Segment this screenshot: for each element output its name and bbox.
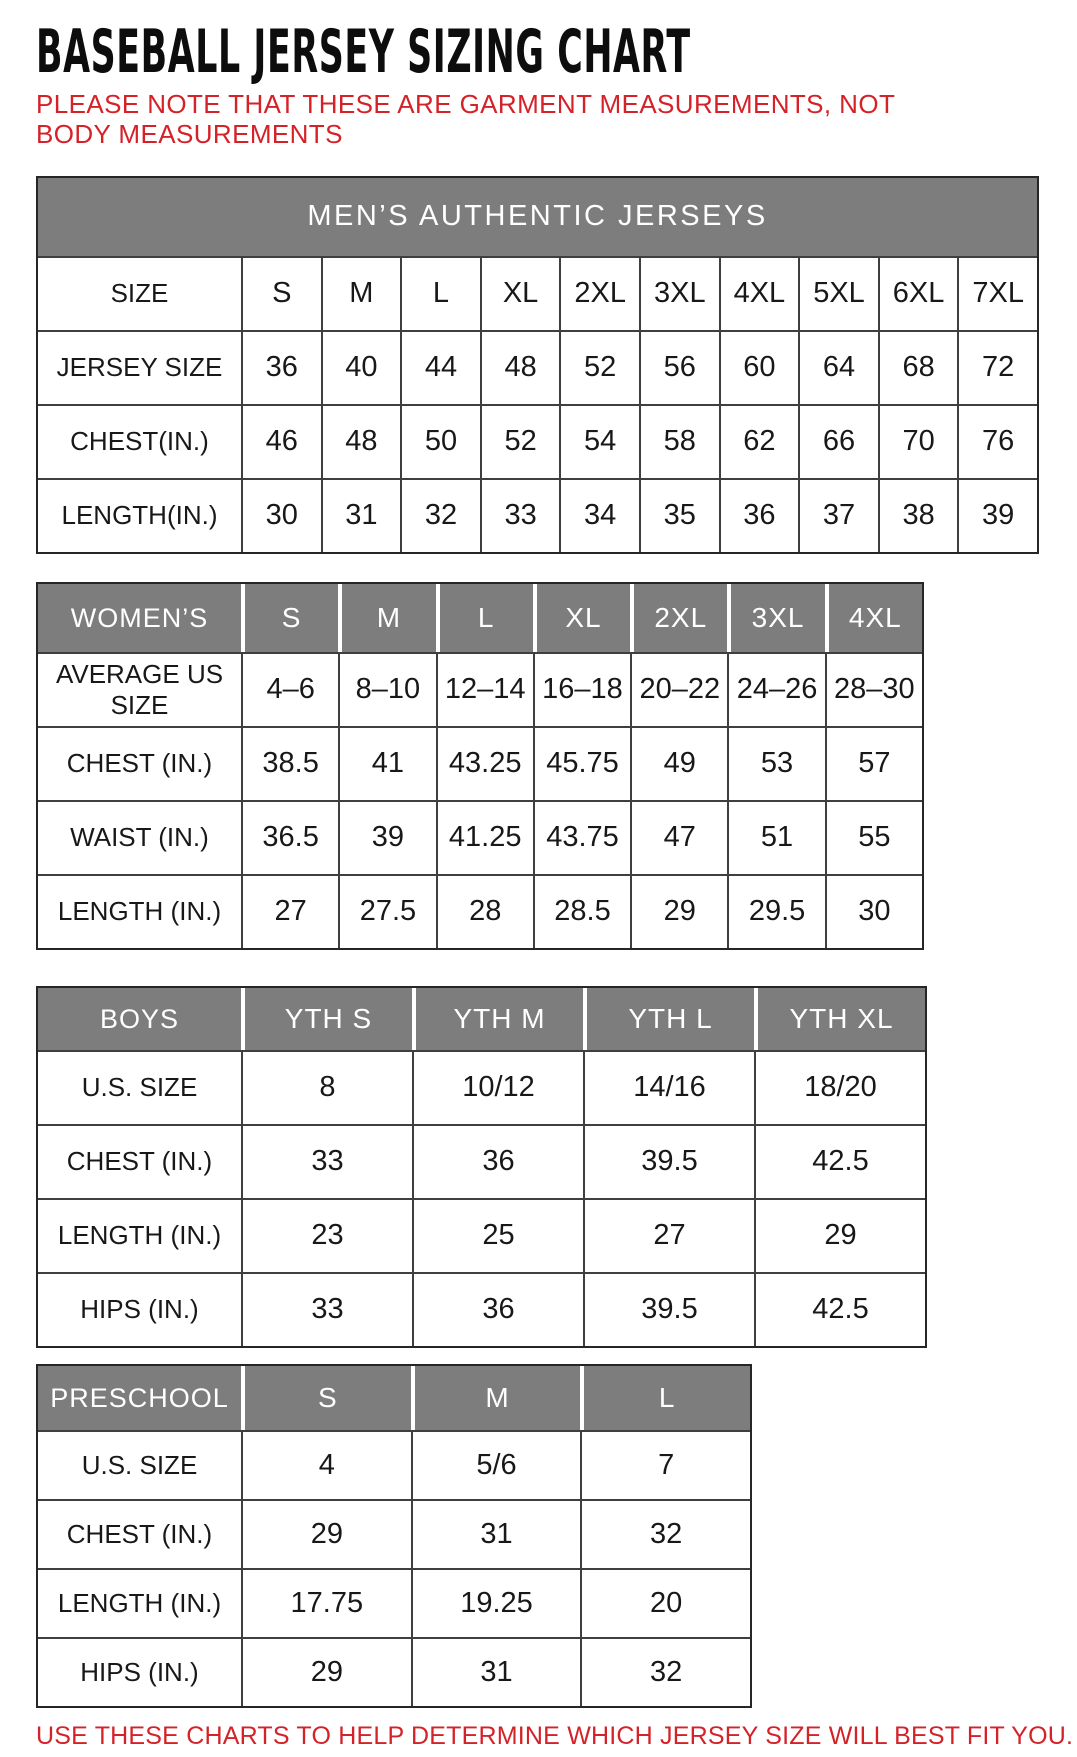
column-header-cell: YTH XL — [754, 988, 925, 1050]
row-label-cell: LENGTH(IN.) — [61, 500, 218, 531]
value-cell: 36 — [412, 1274, 583, 1346]
column-header-cell: S — [241, 584, 338, 652]
value-cell: L — [400, 258, 480, 330]
table-banner: MEN’S AUTHENTIC JERSEYS — [38, 178, 1037, 256]
value-cell: 49 — [630, 728, 727, 800]
column-header-cell: L — [580, 1366, 750, 1430]
row-label-cell: CHEST (IN.) — [66, 1518, 213, 1549]
value-cell: 20 — [580, 1570, 750, 1637]
value-cell: 41 — [338, 728, 435, 800]
table-row — [38, 404, 1037, 478]
value-cell: 29 — [630, 876, 727, 948]
value-cell: 48 — [321, 406, 401, 478]
value-cell: 29 — [754, 1200, 925, 1272]
table-row — [38, 874, 922, 948]
column-header-cell: S — [241, 1366, 411, 1430]
column-header-cell: L — [436, 584, 533, 652]
value-cell: 45.75 — [533, 728, 630, 800]
value-cell: 41.25 — [436, 802, 533, 874]
value-cell: 33 — [241, 1126, 412, 1198]
value-cell: 34 — [559, 480, 639, 552]
value-cell: 32 — [400, 480, 480, 552]
value-cell: 53 — [727, 728, 824, 800]
value-cell: 62 — [719, 406, 799, 478]
value-cell: 27 — [583, 1200, 754, 1272]
table-row — [38, 1050, 925, 1124]
value-cell: 29.5 — [727, 876, 824, 948]
column-header-row — [38, 988, 925, 1050]
mens-sizing-table — [36, 176, 1039, 554]
value-cell: 7 — [580, 1432, 750, 1499]
column-header-cell: XL — [533, 584, 630, 652]
row-label-cell: CHEST (IN.) — [66, 748, 213, 779]
value-cell: 3XL — [639, 258, 719, 330]
value-cell: 36 — [241, 332, 321, 404]
column-header-row — [38, 1366, 750, 1430]
value-cell: 31 — [411, 1639, 581, 1706]
value-cell: 36.5 — [241, 802, 338, 874]
value-cell: 16–18 — [533, 654, 630, 726]
value-cell: 28.5 — [533, 876, 630, 948]
value-cell: 39.5 — [583, 1126, 754, 1198]
value-cell: 32 — [580, 1639, 750, 1706]
value-cell: 4 — [241, 1432, 411, 1499]
value-cell: 24–26 — [727, 654, 824, 726]
column-header-row — [38, 584, 922, 652]
value-cell: XL — [480, 258, 560, 330]
page-title-text: BASEBALL JERSEY SIZING CHART — [36, 17, 691, 87]
value-cell: 70 — [878, 406, 958, 478]
value-cell: 39.5 — [583, 1274, 754, 1346]
fit-advice-note: USE THESE CHARTS TO HELP DETERMINE WHICH JERSEY SIZE WILL BEST FIT YOU. — [36, 1721, 1074, 1750]
table-row — [38, 1430, 750, 1499]
value-cell: 35 — [639, 480, 719, 552]
value-cell: 64 — [798, 332, 878, 404]
table-row — [38, 256, 1037, 330]
value-cell: 14/16 — [583, 1052, 754, 1124]
value-cell: 36 — [719, 480, 799, 552]
value-cell: 31 — [321, 480, 401, 552]
value-cell: 8 — [241, 1052, 412, 1124]
row-label-cell: CHEST(IN.) — [70, 426, 209, 457]
value-cell: 46 — [241, 406, 321, 478]
value-cell: 76 — [957, 406, 1037, 478]
value-cell: 36 — [412, 1126, 583, 1198]
value-cell: 27.5 — [338, 876, 435, 948]
value-cell: 17.75 — [241, 1570, 411, 1637]
table-row — [38, 478, 1037, 552]
value-cell: M — [321, 258, 401, 330]
value-cell: 56 — [639, 332, 719, 404]
value-cell: 29 — [241, 1639, 411, 1706]
table-title-cell: BOYS — [38, 988, 241, 1050]
value-cell: 4–6 — [241, 654, 338, 726]
value-cell: 29 — [241, 1501, 411, 1568]
column-header-cell: 4XL — [825, 584, 922, 652]
value-cell: 18/20 — [754, 1052, 925, 1124]
row-label-cell: AVERAGE US SIZE — [55, 658, 224, 720]
garment-measurement-note: PLEASE NOTE THAT THESE ARE GARMENT MEASUREMENTS, NOT BODY MEASUREMENTS — [36, 89, 895, 149]
value-cell: 50 — [400, 406, 480, 478]
table-row — [38, 1124, 925, 1198]
table-row — [38, 726, 922, 800]
value-cell: 6XL — [878, 258, 958, 330]
column-header-cell: 2XL — [630, 584, 727, 652]
value-cell: 66 — [798, 406, 878, 478]
row-label-cell: HIPS (IN.) — [80, 1294, 199, 1325]
value-cell: 5/6 — [411, 1432, 581, 1499]
column-header-cell: YTH M — [412, 988, 583, 1050]
table-title-cell: PRESCHOOL — [38, 1366, 241, 1430]
value-cell: 39 — [338, 802, 435, 874]
value-cell: 57 — [825, 728, 922, 800]
value-cell: 43.75 — [533, 802, 630, 874]
value-cell: 8–10 — [338, 654, 435, 726]
value-cell: 51 — [727, 802, 824, 874]
value-cell: 25 — [412, 1200, 583, 1272]
row-label-cell: LENGTH (IN.) — [57, 1220, 222, 1251]
value-cell: 60 — [719, 332, 799, 404]
value-cell: S — [241, 258, 321, 330]
womens-sizing-table — [36, 582, 924, 950]
table-row — [38, 1499, 750, 1568]
value-cell: 19.25 — [411, 1570, 581, 1637]
row-label-cell: LENGTH (IN.) — [57, 1587, 222, 1618]
value-cell: 42.5 — [754, 1126, 925, 1198]
table-row — [38, 800, 922, 874]
value-cell: 38.5 — [241, 728, 338, 800]
value-cell: 30 — [241, 480, 321, 552]
row-label-cell: SIZE — [110, 278, 169, 309]
value-cell: 39 — [957, 480, 1037, 552]
value-cell: 30 — [825, 876, 922, 948]
table-title-cell: WOMEN’S — [38, 584, 241, 652]
value-cell: 43.25 — [436, 728, 533, 800]
value-cell: 37 — [798, 480, 878, 552]
table-row — [38, 330, 1037, 404]
page-title — [36, 17, 1041, 87]
column-header-cell: M — [338, 584, 435, 652]
table-row — [38, 1272, 925, 1346]
value-cell: 2XL — [559, 258, 639, 330]
value-cell: 58 — [639, 406, 719, 478]
value-cell: 52 — [480, 406, 560, 478]
value-cell: 32 — [580, 1501, 750, 1568]
value-cell: 7XL — [957, 258, 1037, 330]
value-cell: 38 — [878, 480, 958, 552]
value-cell: 40 — [321, 332, 401, 404]
value-cell: 28 — [436, 876, 533, 948]
row-label-cell: JERSEY SIZE — [56, 352, 223, 383]
table-row — [38, 652, 922, 726]
table-row — [38, 1198, 925, 1272]
value-cell: 68 — [878, 332, 958, 404]
value-cell: 10/12 — [412, 1052, 583, 1124]
value-cell: 23 — [241, 1200, 412, 1272]
row-label-cell: WAIST (IN.) — [70, 822, 209, 853]
value-cell: 28–30 — [825, 654, 922, 726]
value-cell: 42.5 — [754, 1274, 925, 1346]
value-cell: 20–22 — [630, 654, 727, 726]
value-cell: 27 — [241, 876, 338, 948]
column-header-cell: YTH S — [241, 988, 412, 1050]
preschool-sizing-table — [36, 1364, 752, 1708]
boys-sizing-table — [36, 986, 927, 1348]
table-row — [38, 1637, 750, 1706]
value-cell: 33 — [480, 480, 560, 552]
value-cell: 44 — [400, 332, 480, 404]
value-cell: 33 — [241, 1274, 412, 1346]
value-cell: 55 — [825, 802, 922, 874]
value-cell: 5XL — [798, 258, 878, 330]
value-cell: 12–14 — [436, 654, 533, 726]
value-cell: 52 — [559, 332, 639, 404]
value-cell: 4XL — [719, 258, 799, 330]
column-header-cell: M — [411, 1366, 581, 1430]
row-label-cell: CHEST (IN.) — [66, 1146, 213, 1177]
value-cell: 31 — [411, 1501, 581, 1568]
row-label-cell: LENGTH (IN.) — [57, 896, 222, 927]
row-label-cell: U.S. SIZE — [81, 1072, 198, 1103]
column-header-cell: 3XL — [727, 584, 824, 652]
table-row — [38, 1568, 750, 1637]
value-cell: 54 — [559, 406, 639, 478]
value-cell: 47 — [630, 802, 727, 874]
value-cell: 48 — [480, 332, 560, 404]
row-label-cell: HIPS (IN.) — [80, 1656, 199, 1687]
row-label-cell: U.S. SIZE — [81, 1449, 198, 1480]
value-cell: 72 — [957, 332, 1037, 404]
column-header-cell: YTH L — [583, 988, 754, 1050]
